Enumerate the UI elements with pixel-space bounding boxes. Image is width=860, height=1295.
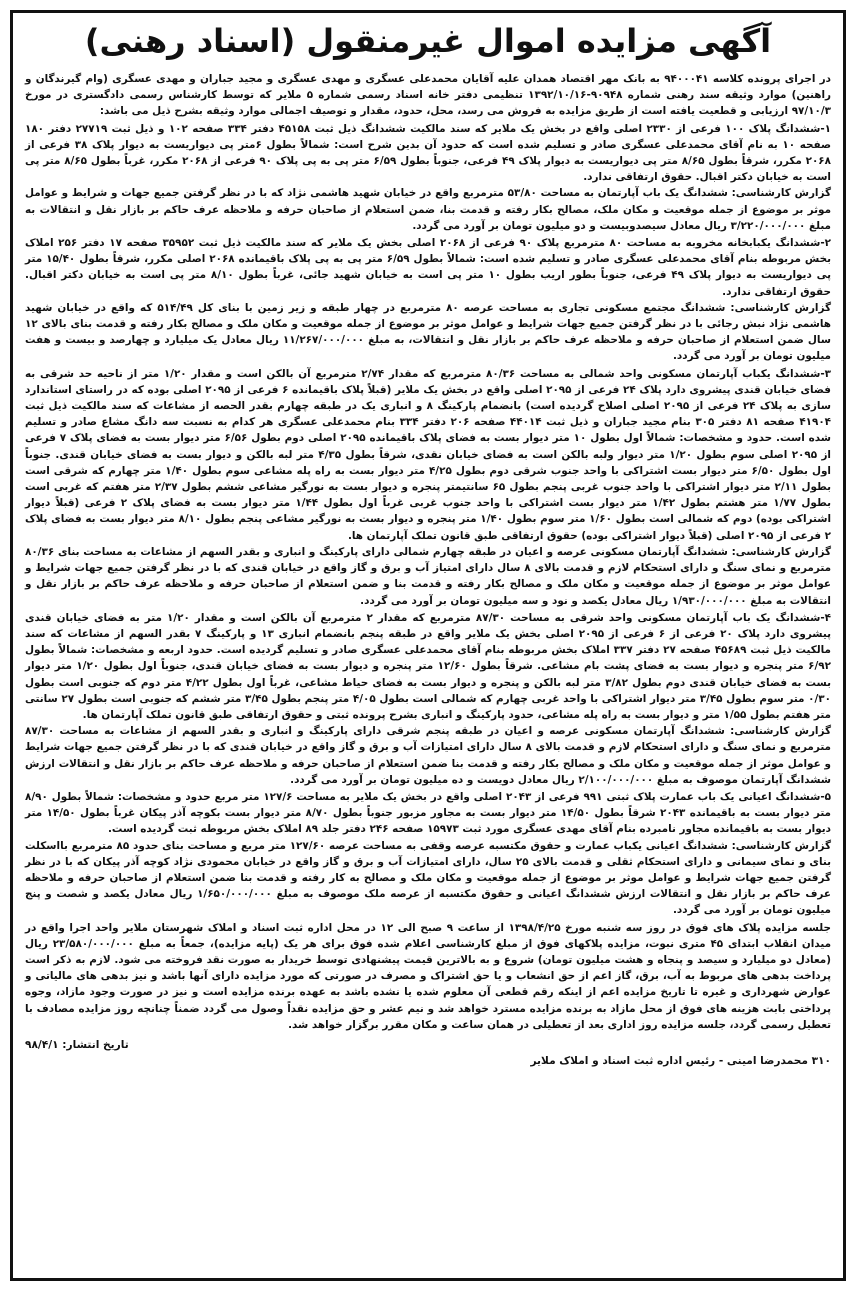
intro-paragraph: در اجرای پرونده کلاسه ۹۴۰۰۰۴۱ به بانک مهر اقتصاد همدان علیه آقایان محمدعلی عسگری و مهدی عسگری و مجید جباران و مهدی عسگری (وام گیرندگان و راهنین) موارد وثیقه سند رهنی شماره ۹۰۹۴۸-۱۳۹۲/۱۰/۱۶ تنظیمی دفتر خانه اسناد رسمی شماره ۵ ملایر که توسط کارشناس رسمی دادگستری در مورخ ۹۷/۱۰/۳ ارزیابی و قطعیت یافته است از طریق مزایده به فروش می رسد، محل، حدود، مقدار و توصیف اجمالی موارد وثیقه بشرح ذیل می باشد: — [25, 73, 832, 118]
auction-session-terms: جلسه مزایده پلاک های فوق در روز سه شنبه مورخ ۱۳۹۸/۴/۲۵ از ساعت ۹ صبح الی ۱۲ در محل اداره ثبت اسناد و املاک شهرستان ملایر واحد اجرا واقع در میدان انقلاب ابتدای ۴۵ متری نبوت، مزایده پلاکهای فوق از مبلغ کارشناسی اعلام شده فوق برای هر یک (پایه مزایده)، جمعاً به مبلغ ۲۳/۵۸۰/۰۰۰/۰۰۰ ریال (معادل دو میلیارد و سیصد و پنجاه و هشت میلیون تومان) شروع و به بالاترین قیمت پیشنهادی توسط خریدار به صورت نقد فروخته می شود. لازم به ذکر است پرداخت بدهی های مربوط به آب، برق، گاز اعم از حق انشعاب و یا حق اشتراک و مصرف در صورتی که مورد مزایده دارای آنها باشد و نیز بدهی های مالیاتی و عوارض شهرداری و غیره تا تاریخ مزایده اعم از اینکه رقم قطعی آن معلوم شده یا نشده باشد به عهده برنده مزایده است و نیز در صورت وجود مازاد، وجوه پرداختی بابت هزینه های فوق از محل مازاد به برنده مزایده مسترد خواهد شد و نیم عشر و حق مزایده نقداً وصول می گردد ضمناً چنانچه روز مزایده مصادف با تعطیل رسمی گردد، جلسه مزایده روز اداری بعد از تعطیلی در همان ساعت و مکان مقرر برگزار خواهد شد. — [25, 921, 831, 1031]
property-4-appraisal: گزارش کارشناسی: ششدانگ آپارتمان مسکونی عرصه و اعیان در طبقه پنجم شرقی دارای پارکینگ و انباری و بقدر السهم از مشاعات به مساحت ۸۷/۳۰ مترمربع و نمای سنگ و دارای استحکام لازم و قدمت بالای ۸ سال دارای امتیازات آب و برق و گاز واقع در خیابان قندی که با در نظر گرفتن جمیع جهات شرایط و عوامل موثر از جمله موقعیت و مکان ملک و مصالح بکار رفته و قدمت بنا ضمن استعلام از صاحبان حرفه و ملاحظه عرف حاکم بر بازار نقل و انتقالات ارزش ششدانگ آپارتمان موصوف به مبلغ ۲/۱۰۰/۰۰۰/۰۰۰ ریال معادل دویست و ده میلیون تومان بر آورد می گردد. — [25, 725, 831, 786]
property-1-description: ۱-ششدانگ پلاک ۱۰۰ فرعی از ۲۳۳۰ اصلی واقع در بخش یک ملایر که سند مالکیت ششدانگ ذیل ثبت ۴۵۱۵۸ دفتر ۳۳۴ صفحه ۱۰۲ و ذیل ثبت ۲۷۷۱۹ دفتر ۱۸۰ صفحه ۱۰ به نام آقای محمدعلی عسگری صادر و تسلیم شده است که حدود آن بدین شرح است: شمالاً بطول ۶متر پی دیواریست به دیوار پلاک ۳۸ فرعی از ۲۰۶۸ مکرر، شرقاً بطول ۸/۶۵ متر پی دیواریست به دیوار پلاک ۴۹ فرعی، جنوباً بطول ۶/۵۹ متر پی به پی پلاک ۹۰ فرعی از ۲۰۶۸ مکرر، غرباً بطول ۸/۶۵ متر پی است به خیابان دکتر اقبال. حقوق ارتفاقی ندارد. — [25, 122, 832, 184]
property-3-appraisal: گزارش کارشناسی: ششدانگ آپارتمان مسکونی عرصه و اعیان در طبقه چهارم شمالی دارای پارکینگ و انباری و بقدر السهم از مشاعات به مساحت بنای ۸۰/۳۶ مترمربع و نمای سنگ و دارای استحکام لازم و قدمت بالای ۸ سال دارای امتیاز آب و برق و گاز واقع در خیابان قندی که با در نظر گرفتن جمیع جهات شرایط و عوامل موثر بر موضوع از جمله موقعیت و مکان ملک و مصالح بکار رفته و قدمت بنا و ضمن استعلام از صاحبان حرفه و ملاحظه عرف حاکم بر بازار نقل و انتقالات به مبلغ ۱/۹۳۰/۰۰۰/۰۰۰ ریال معادل یکصد و نود و سه میلیون تومان بر آورد می گردد. — [25, 545, 831, 607]
property-2-appraisal: گزارش کارشناسی: ششدانگ مجتمع مسکونی تجاری به مساحت عرصه ۸۰ مترمربع در چهار طبقه و زیر زمین با بنای کل ۵۱۴/۴۹ که واقع در خیابان شهید هاشمی نژاد نبش رجائی با در نظر گرفتن جمیع جهات شرایط و عوامل موثر بر موضوع از جمله موقعیت و مکان ملک و مصالح بکار رفته و قدمت بنای بالای ۱۲ سال ضمن استعلام از صاحبان حرفه و ملاحظه عرف حاکم بر بازار نقل و انتقالات، به مبلغ ۱۱/۲۶۷/۰۰۰/۰۰۰ ریال معادل یک میلیارد و چهارصد و بیست و هفت میلیون تومان بر آورد می گردد. — [25, 301, 831, 363]
property-1-appraisal: گزارش کارشناسی: ششدانگ یک باب آپارتمان به مساحت ۵۳/۸۰ مترمربع واقع در خیابان شهید هاشمی نژاد که با در نظر گرفتن جمیع جهات و شرایط و عوامل موثر بر موضوع از جمله موقعیت و مکان ملک، مصالح بکار رفته و قدمت بنا، ضمن استعلام از صاحبان حرفه و ملاحظه عرف حاکم بر بازار نقل و انتقالات به مبلغ ۳/۲۲۰/۰۰۰/۰۰۰ ریال معادل سیصدوبیست و دو میلیون تومان بر آورد می گردد. — [25, 187, 832, 232]
property-3-description: ۳-ششدانگ یکباب آپارتمان مسکونی واحد شمالی به مساحت ۸۰/۳۶ مترمربع که مقدار ۲/۷۴ مترمربع آن بالکن است و مقدار ۱/۲۰ متر از ناحیه حد شرقی به فضای خیابان قندی پیشروی دارد پلاک ۲۴ فرعی از ۲۰۹۵ اصلی واقع در بخش یک ملایر (قبلاً پلاک باقیمانده ۶ فرعی از ۲۰۹۵ اصلی بوده که در راستای استاندارد سازی به پلاک ۲۴ فرعی از ۲۰۹۵ اصلی اصلاح گردیده است) بانضمام پارکینگ ۸ و انباری یک در طبقه چهارم بقدر الحصه از مشاعات که سند مالکیت ذیل ثبت ۴۱۹۰۴ صفحه ۸۱ دفتر ۳۰۵ بنام مجید جباران و ذیل ثبت ۴۴۰۱۴ صفحه ۲۰۶ دفتر ۳۳۴ بنام محمدعلی عسگری هر کدام به نسبت سه دانگ مشاع صادر و تسلیم شده است. حدود و مشخصات: شمالاً اول بطول ۱۰ متر دیوار بست به فضای پلاک باقیمانده ۲۰۹۵ اصلی دوم بطول ۶/۵۶ متر دیوار بست به فضای پلاک ۷ فرعی از ۲۰۹۵ اصلی سوم بطول ۱/۲۰ متر دیوار ولبه بالکن است به فضای خیابان نقدی، شرقاً بطول ۴/۳۵ متر لبه بالکن و دیوار بست به فضای خیابان قندی. جنوباً اول بطول ۶/۵۰ متر دیوار بست اشتراکی با واحد جنوب شرقی دوم بطول ۴/۲۵ متر دیوار بست به راه پله مشاعی سوم بطول ۱/۴۰ متر چهارم که شرقی است بطول ۲/۱۱ متر دیوار اشتراکی با واحد جنوب غربی پنجم بطول ۶۵ سانتیمتر پنجره و دیوار بست به نورگیر مشاعی ششم بطول ۲/۳۷ متر هفتم که غربی است بطول ۱/۷۷ متر هشتم بطول ۱/۴۲ متر دیوار بست اشتراکی با واحد جنوب غربی غرباً اول بطول ۱/۴۴ متر دیوار بست به فضای پلاک ۲ فرعی (قبلاً دیوار اشتراکی بوده) دوم که شمالی است بطول ۱/۶۰ متر سوم بطول ۱/۴۰ متر پنجره و دیوار بست به نورگیر مشاعی پنجم بطول ۸/۱۰ متر دیوار بست به فضای پلاک ۲ فرعی از ۲۰۹۵ اصلی (قبلاً دیوار اشتراکی بوده) حقوق ارتفاقی طبق قانون تملک آپارتمان ها. — [25, 367, 832, 542]
signature: ۳۱۰ محمدرضا امینی - رئیس اداره ثبت اسناد و املاک ملایر — [530, 1054, 831, 1067]
property-4-description: ۴-ششدانگ یک باب آپارتمان مسکونی واحد شرقی به مساحت ۸۷/۳۰ مترمربع که مقدار ۲ مترمربع آن بالکن است و مقدار ۱/۲۰ متر به فضای خیابان قندی پیشروی دارد پلاک ۲۰ فرعی از ۶ فرعی از ۲۰۹۵ اصلی بخش یک ملایر واقع در طبقه پنجم بانضمام انباری ۱۳ و پارکینگ ۷ بقدر السهم از مشاعات که سند مالکیت ذیل ثبت ۴۵۶۸۹ صفحه ۲۷ دفتر ۳۳۷ املاک بخش مربوطه بنام آقای محمدعلی عسگری صادر و تسلیم گردیده است. حدود اربعه و مشخصات: شمالاً بطول ۶/۹۲ متر پنجره و دیوار بست به فضای پشت بام مشاعی. شرقاً بطول ۱۲/۶۰ متر پنجره و دیوار بست به فضای خیابان قندی، جنوباً اول بطول ۱/۲۰ متر دیوار بست به فضای خیابان قندی دوم بطول ۳/۸۲ متر لبه بالکن و پنجره و دیوار بست به فضای حیاط مشاعی، غرباً اول بطول ۴/۲۲ متر دوم که جنوبی است بطول ۰/۳۰ متر سوم بطول ۳/۴۵ متر دیوار اشتراکی با واحد غربی چهارم که شمالی است بطول ۴/۰۵ متر پنجم بطول ۳/۴۵ متر ششم که جنوبی است بطول ۲۷ سانتی متر هفتم بطول ۱/۵۵ متر و دیوار بست به راه پله مشاعی، حدود پارکینگ و انباری بشرح پرونده ثبتی و حقوق ارتفاقی طبق قانون تملک آپارتمان ها. — [25, 611, 832, 721]
property-2-description: ۲-ششدانگ یکبابخانه مخروبه به مساحت ۸۰ مترمربع پلاک ۹۰ فرعی از ۲۰۶۸ اصلی بخش یک ملایر که سند مالکیت ذیل ثبت ۳۵۹۵۲ صفحه ۱۷ دفتر ۲۵۶ املاک بخش مربوطه بنام آقای محمدعلی عسگری صادر و تسلیم شده است: شمالاً بطول ۶/۵۹ متر پی به پی پلاک باقیمانده ۲۰۶۸ اصلی مکرر، شرقاً بطول ۱۵/۴۰ متر پی دیواریست به دیوار پلاک ۴۹ فرعی، جنوباً بطور اریب بطول ۱۰ متر پی است به خیابان شهید جائی، غرباً بطول ۸/۱۰ متر پی است به خیابان دکتر اقبال. حقوق ارتفاقی ندارد. — [25, 237, 832, 298]
notice-frame — [10, 10, 846, 1281]
notice-title: آگهی مزایده اموال غیرمنقول (اسناد رهنی) — [84, 22, 772, 60]
property-5-description: ۵-ششدانگ اعیانی یک باب عمارت پلاک ثبتی ۹۹۱ فرعی از ۲۰۴۳ اصلی واقع در بخش یک ملایر به مساحت ۱۲۷/۶ متر مربع حدود و مشخصات: شمالاً بطول ۸/۹۰ متر دیوار بست به باقیمانده ۲۰۴۳ شرقاً بطول ۱۴/۵۰ متر دیوار بست به مجاور مزبور جنوباً بطول ۸/۷۰ متر دیوار بست بکوچه آذر پیکان غرباً بطول ۱۴/۵۰ متر دیوار بست به باقیمانده مجاور نامبرده بنام آقای مهدی عسگری مورد ثبت ۱۵۹۷۳ صفحه ۲۴۶ دفتر جلد ۸۹ املاک بخش مربوطه ثبت گردیده است. — [25, 790, 831, 836]
notice-footer — [25, 1037, 831, 1069]
publication-date: تاریخ انتشار: ۹۸/۴/۱ — [25, 1038, 129, 1051]
notice-body — [25, 71, 831, 1033]
property-5-appraisal: گزارش کارشناسی: ششدانگ اعیانی یکباب عمارت و حقوق مکتسبه عرصه وقفی به مساحت عرصه ۱۲۷/۶۰ متر مربع و مساحت بنای حدود ۸۵ مترمربع بااسکلت بنای و نمای سیمانی و دارای استحکام ثقلی و قدمت بالای ۲۵ سال، دارای امتیازات آب و برق و گاز واقع در خیابان محمودی نژاد کوچه آذر پیکان که با در نظر گرفتن جمیع جهات شرایط و عوامل موثر بر موضوع از جمله موقعیت و مکان ملک و مصالح به کار رفته و قدمت بنا ضمن استعلام از صاحبان حرفه و ملاحظه عرف حاکم بر بازار نقل و انتقالات ارزش ششدانگ اعیانی و حقوق مکتسبه از عرصه ملک موصوف به مبلغ ۱/۶۵۰/۰۰۰/۰۰۰ ریال معادل یکصد و شصت و پنج میلیون تومان بر آورد می گردد. — [25, 839, 832, 917]
